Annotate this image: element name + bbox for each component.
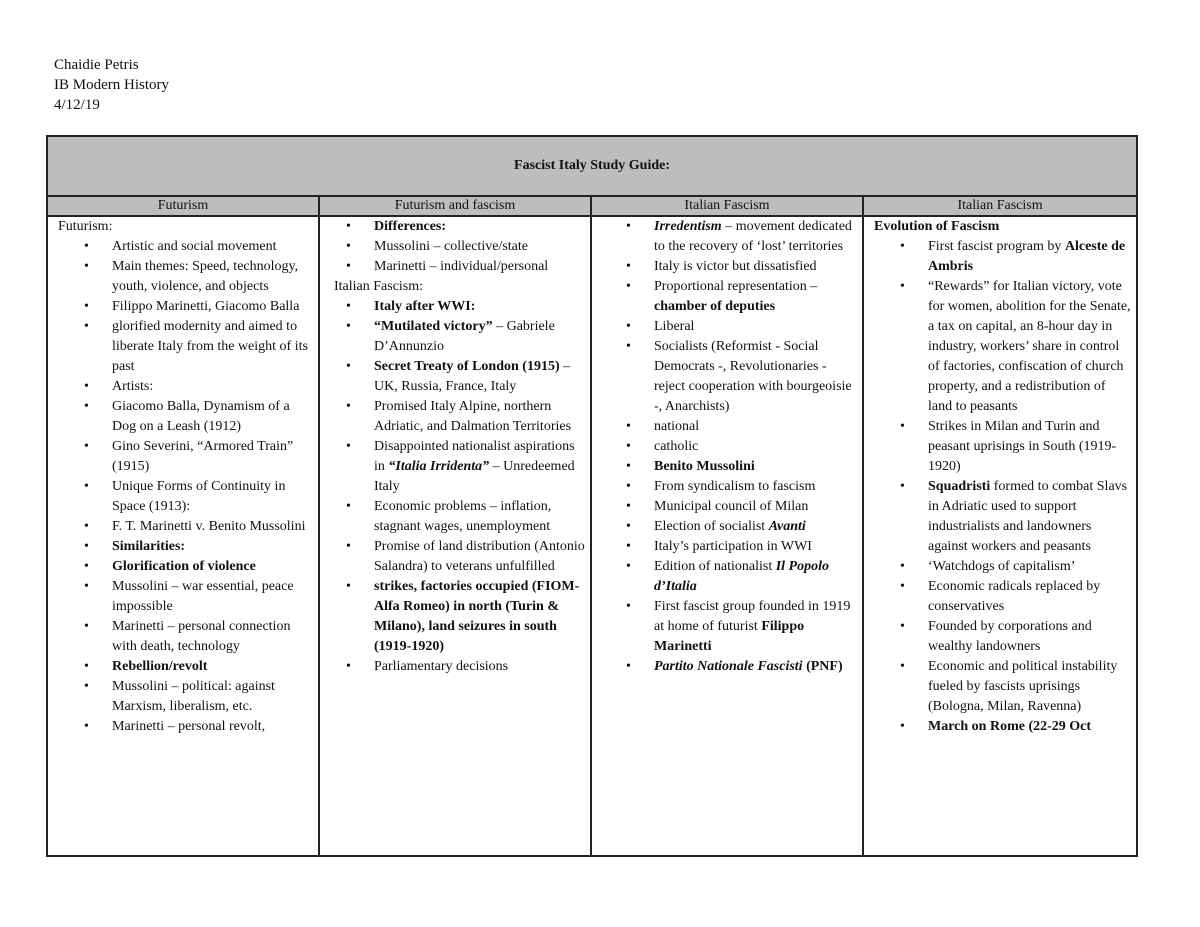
section-label: Italian Fascism:: [334, 279, 424, 294]
list-item: [602, 657, 858, 677]
list-item: [602, 417, 858, 437]
list-item: [602, 557, 858, 597]
list-item-text: chamber of deputies: [654, 299, 776, 314]
list-item-text: Italy after WWI:: [374, 299, 476, 314]
list-item-text: Economic radicals replaced by conservatives: [928, 579, 1101, 614]
list-item-text: Main themes: Speed, technology, youth, violence, and objects: [112, 259, 299, 294]
list-item-text: – Unredeemed Italy: [374, 459, 575, 494]
list-item: [330, 357, 586, 397]
bullet-list: [330, 297, 586, 677]
list-item-text: Filippo Marinetti, Giacomo Balla: [112, 299, 300, 314]
document-date: 4/12/19: [54, 97, 100, 113]
list-item: [602, 537, 858, 557]
study-guide-title: Fascist Italy Study Guide:: [47, 136, 1137, 196]
list-item: [330, 397, 586, 437]
list-item-text: Partito Nationale Fascisti: [654, 659, 803, 674]
document-header: [54, 55, 169, 115]
list-item-text: First fascist program by: [928, 239, 1065, 254]
list-item: [58, 437, 314, 477]
list-item-text: Marinetti – personal revolt,: [112, 719, 266, 734]
list-item: [330, 657, 586, 677]
list-item-text: Liberal: [654, 319, 695, 334]
column-heading-futurism: Futurism: [47, 196, 319, 216]
list-item-text: “Italia Irridenta”: [388, 459, 490, 474]
list-item-text: Glorification of violence: [112, 559, 256, 574]
list-item: [58, 537, 314, 557]
list-item-text: ‘Watchdogs of capitalism’: [928, 559, 1076, 574]
list-item-text: Promise of land distribution (Antonio Salandra) to veterans unfulfilled: [374, 539, 585, 574]
column-body-futurism-and-fascism: [319, 216, 591, 856]
list-item-text: – Gabriele D’Annunzio: [374, 319, 555, 354]
list-item: [874, 477, 1132, 557]
list-item: [330, 297, 586, 317]
list-item: [602, 317, 858, 337]
list-item: [874, 237, 1132, 277]
list-item: [330, 317, 586, 357]
list-item: [58, 477, 314, 517]
author-name: Chaidie Petris: [54, 57, 139, 73]
list-item-text: Mussolini – political: against Marxism, liberalism, etc.: [112, 679, 275, 714]
list-item-text: strikes, factories occupied (FIOM-Alfa Romeo) in north (Turin & Milano), land seizures in south (1919-1920): [374, 579, 580, 654]
list-item-text: Il Popolo d’Italia: [654, 559, 829, 594]
list-item: [602, 337, 858, 417]
list-item-text: Mussolini – war essential, peace impossible: [112, 579, 294, 614]
list-item: [58, 257, 314, 297]
list-item-text: Disappointed nationalist aspirations in: [374, 439, 575, 474]
list-item-text: Municipal council of Milan: [654, 499, 809, 514]
list-item: [874, 557, 1132, 577]
list-item: [330, 257, 586, 277]
list-item-text: catholic: [654, 439, 699, 454]
bullet-list: [874, 237, 1132, 737]
list-item: [330, 497, 586, 537]
list-item-text: “Rewards” for Italian victory, vote for women, abolition for the Senate, a tax on capital, an 8-hour day in industry, workers’ share in control of factories, confiscation of church property, and a redistribution of land to peasants: [928, 279, 1131, 414]
list-item-text: First fascist group founded in 1919 at home of futurist: [654, 599, 851, 634]
list-item-text: Parliamentary decisions: [374, 659, 509, 674]
list-item: [602, 277, 858, 317]
list-item: [330, 217, 586, 237]
list-item: [602, 597, 858, 657]
course-name: IB Modern History: [54, 77, 169, 93]
list-item-text: Artistic and social movement: [112, 239, 277, 254]
list-item-text: Founded by corporations and wealthy landowners: [928, 619, 1092, 654]
list-item: [602, 217, 858, 257]
list-item-text: Economic and political instability fueled by fascists uprisings (Bologna, Milan, Ravenna): [928, 659, 1118, 714]
list-item-text: Italy’s participation in WWI: [654, 539, 812, 554]
list-item-text: Edition of nationalist: [654, 559, 776, 574]
list-item-text: Proportional representation –: [654, 279, 818, 294]
list-item: [58, 237, 314, 257]
list-item: [874, 277, 1132, 417]
list-item: [602, 497, 858, 517]
list-item-text: – movement dedicated to the recovery of ‘lost’ territories: [654, 219, 852, 254]
list-item: [602, 477, 858, 497]
list-item: [58, 377, 314, 397]
list-item-text: Mussolini – collective/state: [374, 239, 528, 254]
list-item: [874, 717, 1132, 737]
list-item-text: From syndicalism to fascism: [654, 479, 816, 494]
section-label: Evolution of Fascism: [874, 219, 1000, 234]
list-item-text: Filippo Marinetti: [654, 619, 805, 654]
column-body-italian-fascism: [591, 216, 863, 856]
list-item-text: F. T. Marinetti v. Benito Mussolini: [112, 519, 306, 534]
list-item: [874, 657, 1132, 717]
column-heading-futurism-and-fascism: Futurism and fascism: [319, 196, 591, 216]
list-item-text: Giacomo Balla, Dynamism of a Dog on a Leash (1912): [112, 399, 290, 434]
list-item-text: Gino Severini, “Armored Train” (1915): [112, 439, 294, 474]
list-item-text: (PNF): [802, 659, 843, 674]
list-item: [58, 717, 314, 737]
list-item-text: Rebellion/revolt: [112, 659, 208, 674]
list-item: [58, 297, 314, 317]
column-heading-italian-fascism: Italian Fascism: [591, 196, 863, 216]
bullet-list: [58, 237, 314, 737]
list-item: [330, 437, 586, 497]
list-item: [58, 657, 314, 677]
list-item-text: formed to combat Slavs in Adriatic used to support industrialists and landowners against workers and peasants: [928, 479, 1128, 554]
list-item-text: Alceste de Ambris: [928, 239, 1126, 274]
list-item: [602, 457, 858, 477]
study-guide-table: [46, 135, 1138, 857]
list-item-text: Italy is victor but dissatisfied: [654, 259, 817, 274]
list-item: [602, 437, 858, 457]
list-item: [58, 577, 314, 617]
section-label: Futurism:: [58, 219, 113, 234]
list-item: [874, 417, 1132, 477]
bullet-list: [330, 217, 586, 277]
list-item: [874, 577, 1132, 617]
list-item-text: Benito Mussolini: [654, 459, 755, 474]
list-item-text: national: [654, 419, 700, 434]
list-item: [58, 517, 314, 537]
bullet-list: [602, 217, 858, 677]
column-body-italian-fascism-2: [863, 216, 1137, 856]
list-item: [58, 557, 314, 577]
list-item: [330, 537, 586, 577]
list-item: [330, 577, 586, 657]
list-item-text: Promised Italy Alpine, northern Adriatic, and Dalmation Territories: [374, 399, 572, 434]
list-item-text: Squadristi: [928, 479, 991, 494]
list-item-text: Irredentism: [654, 219, 722, 234]
list-item-text: Economic problems – inflation, stagnant wages, unemployment: [374, 499, 552, 534]
list-item-text: Unique Forms of Continuity in Space (1913):: [112, 479, 286, 514]
list-item: [58, 397, 314, 437]
list-item-text: glorified modernity and aimed to liberate Italy from the weight of its past: [112, 319, 308, 374]
list-item-text: Marinetti – individual/personal: [374, 259, 549, 274]
list-item-text: – UK, Russia, France, Italy: [374, 359, 571, 394]
list-item-text: Marinetti – personal connection with death, technology: [112, 619, 291, 654]
list-item-text: “Mutilated victory”: [374, 319, 493, 334]
list-item: [58, 677, 314, 717]
list-item: [58, 617, 314, 657]
list-item-text: Artists:: [112, 379, 154, 394]
list-item-text: Socialists (Reformist - Social Democrats -, Revolutionaries - reject cooperation with bourgeoisie -, Anarchists): [654, 339, 852, 414]
list-item-text: Similarities:: [112, 539, 186, 554]
list-item-text: Avanti: [768, 519, 806, 534]
list-item: [602, 517, 858, 537]
list-item-text: Differences:: [374, 219, 447, 234]
list-item: [602, 257, 858, 277]
column-heading-italian-fascism-2: Italian Fascism: [863, 196, 1137, 216]
list-item-text: Election of socialist: [654, 519, 769, 534]
list-item-text: March on Rome (22-29 Oct: [928, 719, 1092, 734]
list-item-text: Secret Treaty of London (1915): [374, 359, 560, 374]
list-item-text: Strikes in Milan and Turin and peasant uprisings in South (1919-1920): [928, 419, 1117, 474]
list-item: [874, 617, 1132, 657]
column-body-futurism: [47, 216, 319, 856]
list-item: [58, 317, 314, 377]
list-item: [330, 237, 586, 257]
